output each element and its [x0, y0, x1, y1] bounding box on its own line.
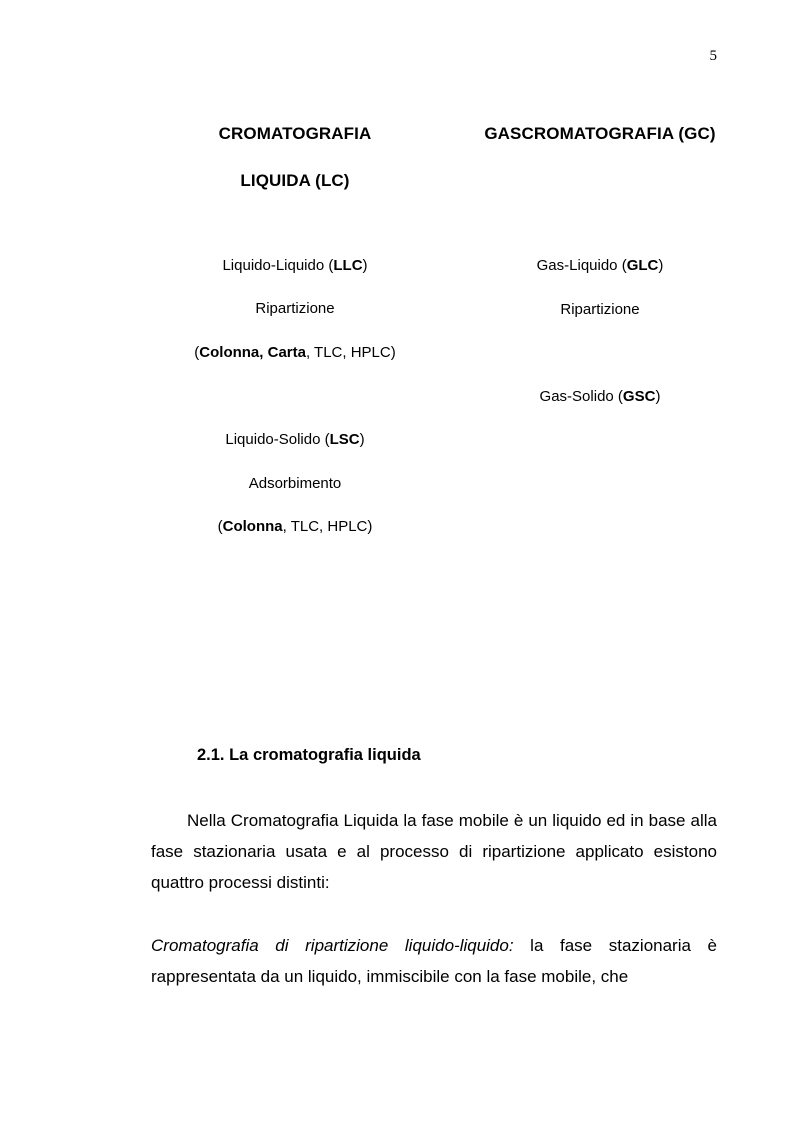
glc-name	[460, 257, 740, 274]
glc-close: )	[658, 257, 664, 274]
paragraph-llc	[151, 930, 717, 992]
lsc-techniques-plain: , TLC, HPLC)	[282, 518, 373, 535]
glc-abbr: GLC	[626, 257, 659, 274]
lsc-name	[150, 431, 440, 448]
llc-techniques-plain: , TLC, HPLC)	[305, 344, 396, 361]
gsc-name	[460, 388, 740, 405]
lsc-techniques	[150, 518, 440, 535]
llc-name	[150, 257, 440, 274]
llc-techniques-bold: Colonna, Carta	[199, 344, 306, 361]
section-title: 2.1. La cromatografia liquida	[197, 746, 421, 764]
paragraph-intro-text: Nella Cromatografia Liquida la fase mobile è un liquido ed in base alla fase stazionaria usata e al processo di ripartizione applicato esistono quattro processi distinti:	[151, 811, 717, 892]
page-number: 5	[709, 48, 717, 64]
gsc-close: )	[655, 388, 661, 405]
lsc-name-label: Liquido-Solido (	[225, 431, 330, 448]
paragraph-intro	[151, 805, 717, 898]
lsc-techniques-bold: Colonna	[222, 518, 283, 535]
gc-heading: GASCROMATOGRAFIA (GC)	[484, 124, 716, 143]
lc-heading-line1: CROMATOGRAFIA	[218, 124, 372, 143]
lsc-techniques-open: (	[217, 518, 223, 535]
gsc-abbr: GSC	[622, 388, 656, 405]
glc-name-label: Gas-Liquido (	[536, 257, 627, 274]
paragraph-llc-text: la fase stazionaria è rappresentata da un liquido, immiscibile con la fase mobile, che	[151, 936, 717, 986]
llc-techniques-open: (	[194, 344, 200, 361]
lsc-close: )	[359, 431, 365, 448]
llc-name-label: Liquido-Liquido (	[222, 257, 334, 274]
llc-abbr: LLC	[333, 257, 363, 274]
glc-mechanism: Ripartizione	[560, 301, 640, 318]
gsc-name-label: Gas-Solido (	[539, 388, 623, 405]
lc-heading-line2: LIQUIDA (LC)	[240, 171, 350, 190]
llc-close: )	[362, 257, 368, 274]
llc-mechanism: Ripartizione	[255, 300, 335, 317]
paragraph-llc-term: Cromatografia di ripartizione liquido-liquido:	[151, 936, 514, 955]
lsc-abbr: LSC	[329, 431, 360, 448]
llc-techniques	[150, 344, 440, 361]
lsc-mechanism: Adsorbimento	[248, 475, 342, 492]
